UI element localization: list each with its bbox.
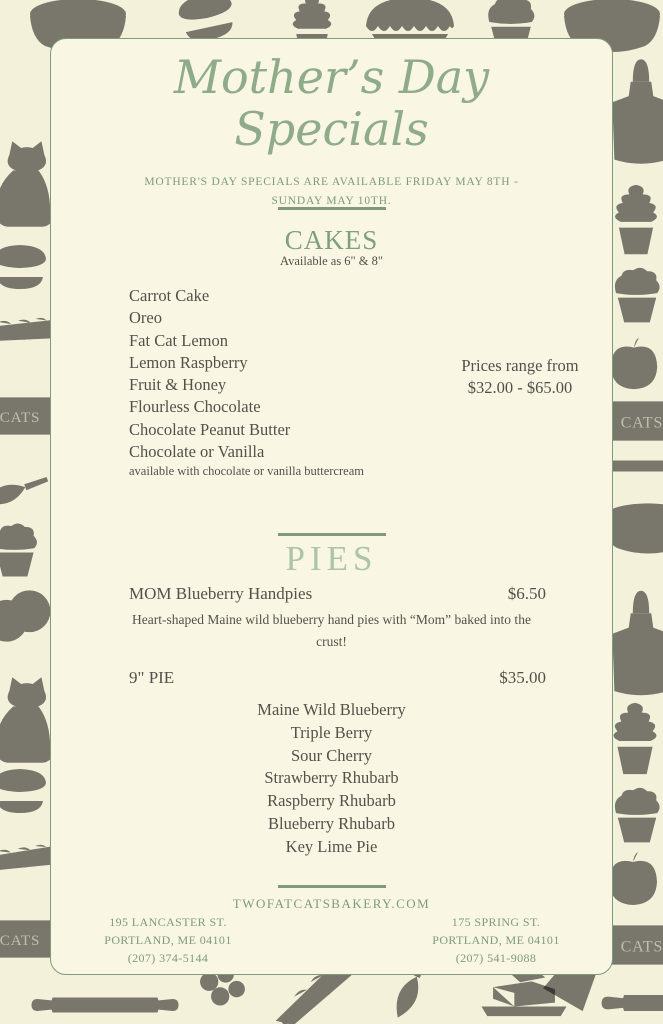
pie-flavor-list [51, 699, 612, 859]
price-range-line1: Prices range from [461, 356, 579, 375]
muffin-illustration [0, 518, 46, 580]
menu-title [51, 51, 612, 155]
pie-flavor-item: Maine Wild Blueberry [257, 700, 406, 719]
pie-item-name: MOM Blueberry Handpies [129, 584, 313, 603]
cake-item: Chocolate or Vanilla [129, 442, 265, 462]
handpie-description: Heart-shaped Maine wild blueberry hand pies with “Mom” baked into the crust! [132, 612, 531, 649]
cake-item: Carrot Cake [129, 286, 210, 305]
cake-item: Flourless Chocolate [129, 397, 261, 417]
rolling-pin-illustration [600, 985, 663, 1021]
fat-cat-illustration [0, 670, 56, 770]
cake-item: Fruit & Honey [129, 375, 227, 395]
location-spring [396, 913, 596, 967]
address-line: (207) 541-9088 [455, 951, 537, 965]
cake-item: Fat Cat Lemon [129, 330, 228, 350]
pie-flavor-item: Triple Berry [290, 722, 373, 742]
cake-item: Lemon Raspberry [129, 352, 248, 372]
price-range-line2: $32.00 - $65.00 [467, 378, 573, 397]
whoopie-pie-illustration [0, 762, 56, 820]
menu-title-line1: Mother’s Day [173, 50, 490, 104]
buttercream-note: available with chocolate or vanilla buttercream [129, 464, 364, 478]
address-line: PORTLAND, ME 04101 [104, 933, 232, 947]
divider [278, 207, 386, 210]
muffin-illustration [606, 262, 663, 326]
menu-row [129, 583, 546, 605]
whoopie-pie-illustration [0, 238, 56, 296]
pie-item-name: 9" PIE [129, 668, 175, 687]
rolling-pin-illustration [30, 988, 180, 1022]
pies-section-heading: PIES [285, 539, 378, 578]
address-line: 195 LANCASTER ST. [109, 915, 227, 929]
cakes-section-heading: CAKES [284, 225, 379, 255]
address-line: (207) 374-5144 [127, 951, 209, 965]
cakes-size-note: Available as 6" & 8" [279, 254, 383, 268]
cupcake-illustration [606, 182, 663, 258]
website-text: TWOFATCATSBAKERY.COM [232, 896, 431, 911]
divider [278, 533, 386, 536]
fat-cat-illustration [0, 134, 56, 234]
menu-card [50, 38, 613, 975]
divider [278, 885, 386, 888]
availability-text: MOTHER'S DAY SPECIALS ARE AVAILABLE FRIDAY MAY 8TH - SUNDAY MAY 10TH. [144, 176, 519, 207]
whisk-illustration [0, 461, 55, 521]
pie-item-price: $6.50 [507, 584, 546, 603]
pie-item-price: $35.00 [499, 668, 546, 687]
address-line: 175 SPRING ST. [451, 915, 541, 929]
location-lancaster [68, 913, 268, 967]
pie-flavor-item: Strawberry Rhubarb [264, 768, 399, 788]
menu-row [129, 667, 546, 689]
address-line: PORTLAND, ME 04101 [432, 933, 560, 947]
cake-item: Oreo [129, 308, 162, 328]
pie-flavor-item: Raspberry Rhubarb [267, 791, 396, 811]
menu-title-line2: Specials [234, 102, 429, 156]
cakes-price-range [430, 355, 610, 399]
pie-flavor-item: Key Lime Pie [285, 836, 378, 856]
pie-flavor-item: Blueberry Rhubarb [268, 813, 395, 833]
cake-item: Chocolate Peanut Butter [129, 419, 291, 439]
pie-flavor-item: Sour Cherry [290, 745, 373, 765]
muffin-illustration [606, 782, 663, 846]
